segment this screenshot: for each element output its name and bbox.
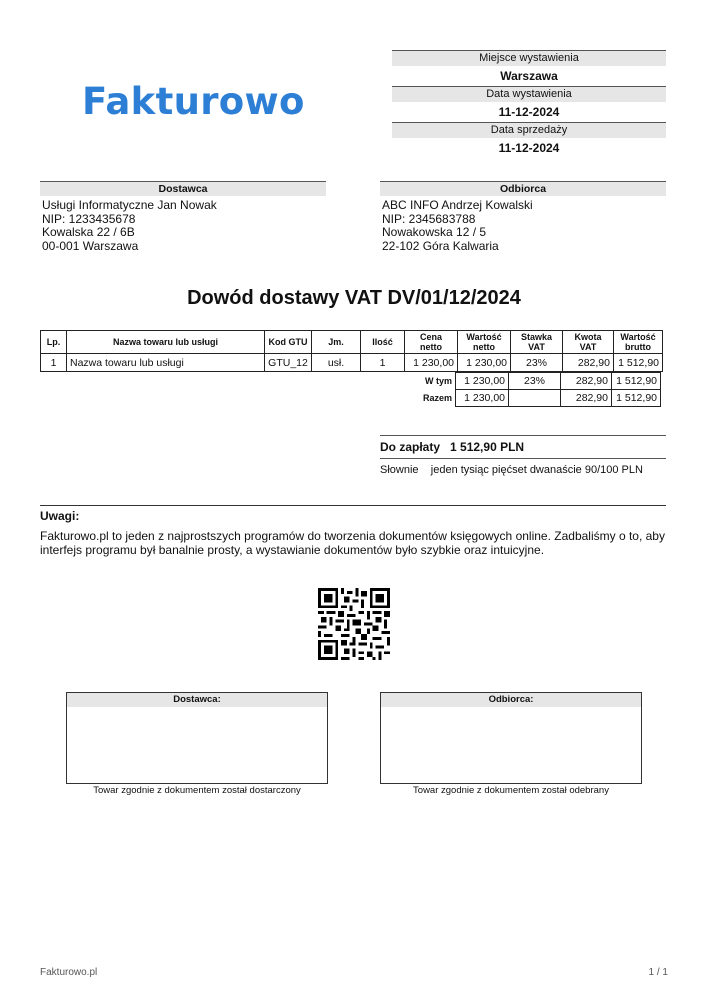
brand-logo: Fakturowo	[82, 80, 305, 123]
col-rate-l1: Stawka	[520, 332, 553, 342]
col-gross	[614, 331, 663, 354]
footer-site: Fakturowo.pl	[40, 967, 98, 978]
summary-row-wtym	[40, 373, 661, 390]
table-row	[41, 354, 663, 372]
seller-signature-caption: Towar zgodnie z dokumentem został dostarczony	[93, 785, 301, 796]
amount-words-row	[380, 459, 666, 481]
items-header-row	[41, 331, 663, 354]
cell-name: Nazwa towaru lub usługi	[67, 354, 265, 372]
razem-label: Razem	[422, 393, 452, 403]
buyer-line: NIP: 2345683788	[382, 211, 476, 226]
wtym-rate: 23%	[509, 373, 561, 390]
seller-block	[40, 181, 326, 253]
notes-divider	[40, 505, 666, 506]
qr-code-icon	[318, 588, 390, 660]
seller-line: Usługi Informatyczne Jan Nowak	[42, 198, 217, 212]
footer-page-number: 1 / 1	[648, 967, 668, 978]
col-price-l2: netto	[420, 342, 442, 352]
col-gtu: Kod GTU	[265, 331, 312, 354]
wtym-net: 1 230,00	[456, 373, 509, 390]
buyer-block	[380, 181, 666, 253]
seller-signature-box	[66, 692, 328, 784]
amount-words-label: Słownie	[380, 464, 419, 476]
buyer-line: Nowakowska 12 / 5	[382, 225, 487, 239]
cell-gtu: GTU_12	[265, 354, 312, 372]
amount-due-value: 1 512,90 PLN	[450, 440, 525, 454]
razem-gross: 1 512,90	[612, 390, 661, 407]
cell-gross: 1 512,90	[614, 354, 663, 372]
notes-header: Uwagi:	[40, 509, 80, 523]
col-net	[458, 331, 511, 354]
cell-qty: 1	[361, 354, 405, 372]
razem-vat: 282,90	[561, 390, 612, 407]
razem-rate	[509, 390, 561, 407]
seller-line: Kowalska 22 / 6B	[42, 225, 135, 239]
cell-lp: 1	[41, 354, 67, 372]
payment-block	[380, 435, 666, 481]
wtym-gross: 1 512,90	[612, 373, 661, 390]
notes-text: Fakturowo.pl to jeden z najprostszych programów do tworzenia dokumentów księgowych online. Zadbaliśmy o to, aby interfejs programu był banalnie prosty, a wystawianie dokumentów było szybkie oraz intuicyjne.	[40, 529, 665, 557]
col-price	[405, 331, 458, 354]
document-title: Dowód dostawy VAT DV/01/12/2024	[187, 287, 521, 309]
col-net-l1: Wartość	[466, 332, 502, 342]
buyer-line: 22-102 Góra Kalwaria	[382, 238, 499, 253]
summary-table	[40, 372, 661, 407]
buyer-signature-header: Odbiorca:	[381, 693, 641, 707]
sale-date-label: Data sprzedaży	[392, 122, 666, 138]
buyer-line: ABC INFO Andrzej Kowalski	[382, 198, 533, 212]
buyer-signature-caption: Towar zgodnie z dokumentem został odebrany	[413, 785, 609, 796]
col-unit: Jm.	[312, 331, 361, 354]
issue-date-label: Data wystawienia	[392, 86, 666, 102]
wtym-vat: 282,90	[561, 373, 612, 390]
cell-unit: usł.	[312, 354, 361, 372]
amount-due-row	[380, 436, 666, 459]
cell-rate: 23%	[511, 354, 563, 372]
seller-signature-header: Dostawca:	[67, 693, 327, 707]
amount-words-value: jeden tysiąc pięćset dwanaście 90/100 PLN	[430, 464, 643, 476]
cell-vat: 282,90	[563, 354, 614, 372]
buyer-header: Odbiorca	[380, 181, 666, 196]
col-lp: Lp.	[41, 331, 67, 354]
col-price-l1: Cena	[419, 332, 442, 342]
items-table	[40, 330, 663, 372]
razem-net: 1 230,00	[456, 390, 509, 407]
col-gross-l1: Wartość	[620, 332, 656, 342]
col-vat	[563, 331, 614, 354]
col-gross-l2: brutto	[625, 342, 651, 352]
seller-line: 00-001 Warszawa	[42, 238, 139, 253]
cell-net: 1 230,00	[458, 354, 511, 372]
buyer-signature-box	[380, 692, 642, 784]
document-meta	[392, 50, 666, 158]
summary-row-razem	[40, 390, 661, 407]
place-label: Miejsce wystawienia	[392, 50, 666, 66]
sale-date-value: 11-12-2024	[498, 141, 560, 155]
seller-header: Dostawca	[40, 181, 326, 196]
wtym-label: W tym	[425, 376, 452, 386]
issue-date-value: 11-12-2024	[498, 105, 560, 119]
col-vat-l1: Kwota	[574, 332, 602, 342]
col-vat-l2: VAT	[579, 342, 597, 352]
place-value: Warszawa	[500, 69, 558, 83]
seller-line: NIP: 1233435678	[42, 211, 136, 226]
cell-price: 1 230,00	[405, 354, 458, 372]
col-rate	[511, 331, 563, 354]
col-net-l2: netto	[473, 342, 495, 352]
col-name: Nazwa towaru lub usługi	[67, 331, 265, 354]
col-rate-l2: VAT	[528, 342, 545, 352]
amount-due-label: Do zapłaty	[380, 440, 441, 454]
col-qty: Ilość	[361, 331, 405, 354]
